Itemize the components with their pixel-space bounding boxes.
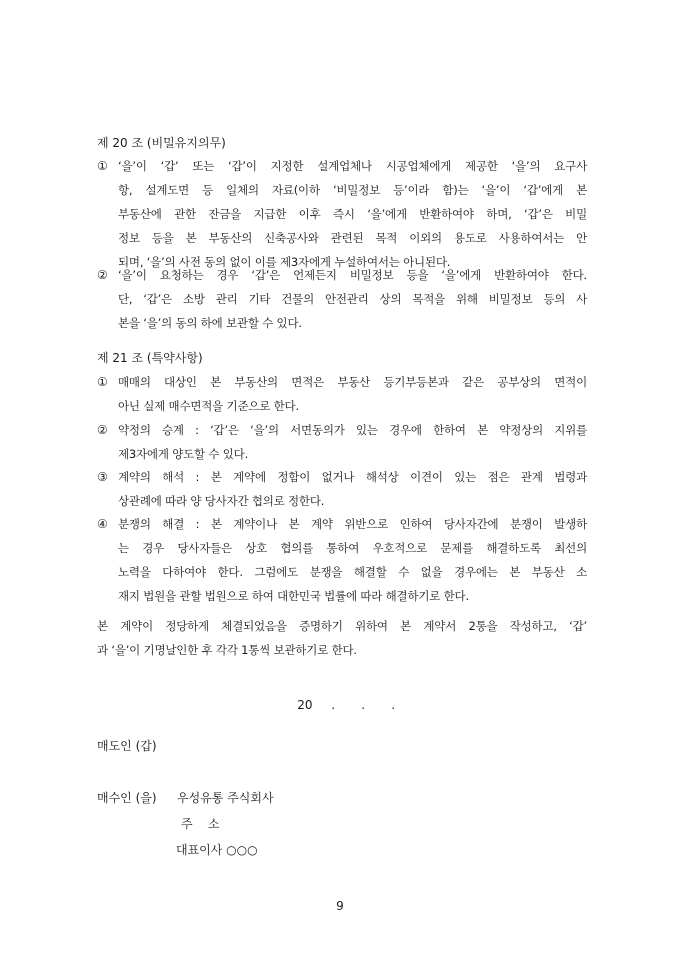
- clause-number: ④: [97, 517, 108, 531]
- seller-label: 매도인 (갑): [97, 739, 157, 753]
- buyer-company: 우성유통 주식회사: [177, 791, 274, 805]
- clause-line: 아닌 실제 매수면적을 기준으로 한다.: [118, 399, 299, 413]
- clause-line: 는 경우 당사자들은 상호 협의를 통하여 우호적으로 문제를 해결하도록 최선의: [118, 541, 587, 555]
- clause-number: ①: [97, 375, 108, 389]
- clause-line: 매매의 대상인 본 부동산의 면적은 부동산 등기부등본과 같은 공부상의 면적이: [118, 375, 587, 389]
- date-dot: .: [391, 698, 396, 712]
- article-21-clause-2: [97, 418, 587, 466]
- date-dot: .: [361, 698, 366, 712]
- page-number: 9: [336, 899, 344, 913]
- article-21-clause-1: [97, 370, 587, 418]
- clause-line: ‘을’이 요청하는 경우 ‘갑’은 언제든지 비밀정보 등을 ‘을’에게 반환하여야 한다.: [118, 268, 587, 282]
- closing-line: 과 ‘을’이 기명날인한 후 각각 1통씩 보관하기로 한다.: [97, 643, 357, 657]
- closing-line: 본 계약이 정당하게 체결되었음을 증명하기 위하여 본 계약서 2통을 작성하고, ‘갑’: [97, 619, 587, 633]
- clause-line: 약정의 승계 : ‘갑’은 ‘을’의 서면동의가 있는 경우에 한하여 본 약정상의 지위를: [118, 423, 587, 437]
- clause-number: ②: [97, 423, 108, 437]
- clause-number: ①: [97, 159, 108, 173]
- clause-number: ③: [97, 470, 108, 484]
- contract-date: [282, 681, 395, 729]
- buyer-representative: 대표이사 ○○○: [176, 843, 258, 857]
- clause-line: 되며, ‘을’의 사전 동의 없이 이를 제3자에게 누설하여서는 아니된다.: [118, 255, 451, 269]
- clause-line: 항, 설계도면 등 일체의 자료(이하 ‘비밀정보 등’이라 함)는 ‘을’이 ‘갑’에게 본: [118, 183, 587, 197]
- buyer-label: 매수인 (을): [97, 791, 157, 805]
- buyer-address-label: 주 소: [181, 817, 220, 831]
- clause-line: 계약의 해석 : 본 계약에 정함이 없거나 해석상 이견이 있는 점은 관계 법령과: [118, 470, 587, 484]
- date-year: 20: [297, 698, 313, 712]
- clause-line: 노력을 다하여야 한다. 그럼에도 분쟁을 해결할 수 없을 경우에는 본 부동산 소: [118, 565, 587, 579]
- article-20-clause-1: [97, 154, 587, 274]
- article-21-clause-4: [97, 512, 587, 608]
- clause-line: ‘을’이 ‘갑’ 또는 ‘갑’이 지정한 설계업체나 시공업체에게 제공한 ‘을’의 요구사: [118, 159, 587, 173]
- article-20-clause-2: [97, 263, 587, 335]
- article-20-title: 제 20 조 (비밀유지의무): [97, 136, 226, 150]
- clause-line: 단, ‘갑’은 소방 관리 기타 건물의 안전관리 상의 목적을 위해 비밀정보 등의 사: [118, 292, 587, 306]
- clause-line: 부동산에 관한 잔금을 지급한 이후 즉시 ‘을’에게 반환하여야 하며, ‘갑’은 비밀: [118, 207, 587, 221]
- clause-line: 상관례에 따라 양 당사자간 협의로 정한다.: [118, 494, 325, 508]
- clause-line: 분쟁의 해결 : 본 계약이나 본 계약 위반으로 인하여 당사자간에 분쟁이 발생하: [118, 517, 587, 531]
- clause-line: 제3자에게 양도할 수 있다.: [118, 447, 249, 461]
- clause-line: 본을 ‘을’의 동의 하에 보관할 수 있다.: [118, 316, 302, 330]
- clause-line: 재지 법원을 관할 법원으로 하여 대한민국 법률에 따라 해결하기로 한다.: [118, 589, 469, 603]
- clause-number: ②: [97, 268, 108, 282]
- date-dot: .: [331, 698, 336, 712]
- article-21-title: 제 21 조 (특약사항): [97, 351, 203, 365]
- article-21-clause-3: [97, 465, 587, 513]
- clause-line: 정보 등을 본 부동산의 신축공사와 관련된 목적 이외의 용도로 사용하여서는 안: [118, 231, 587, 245]
